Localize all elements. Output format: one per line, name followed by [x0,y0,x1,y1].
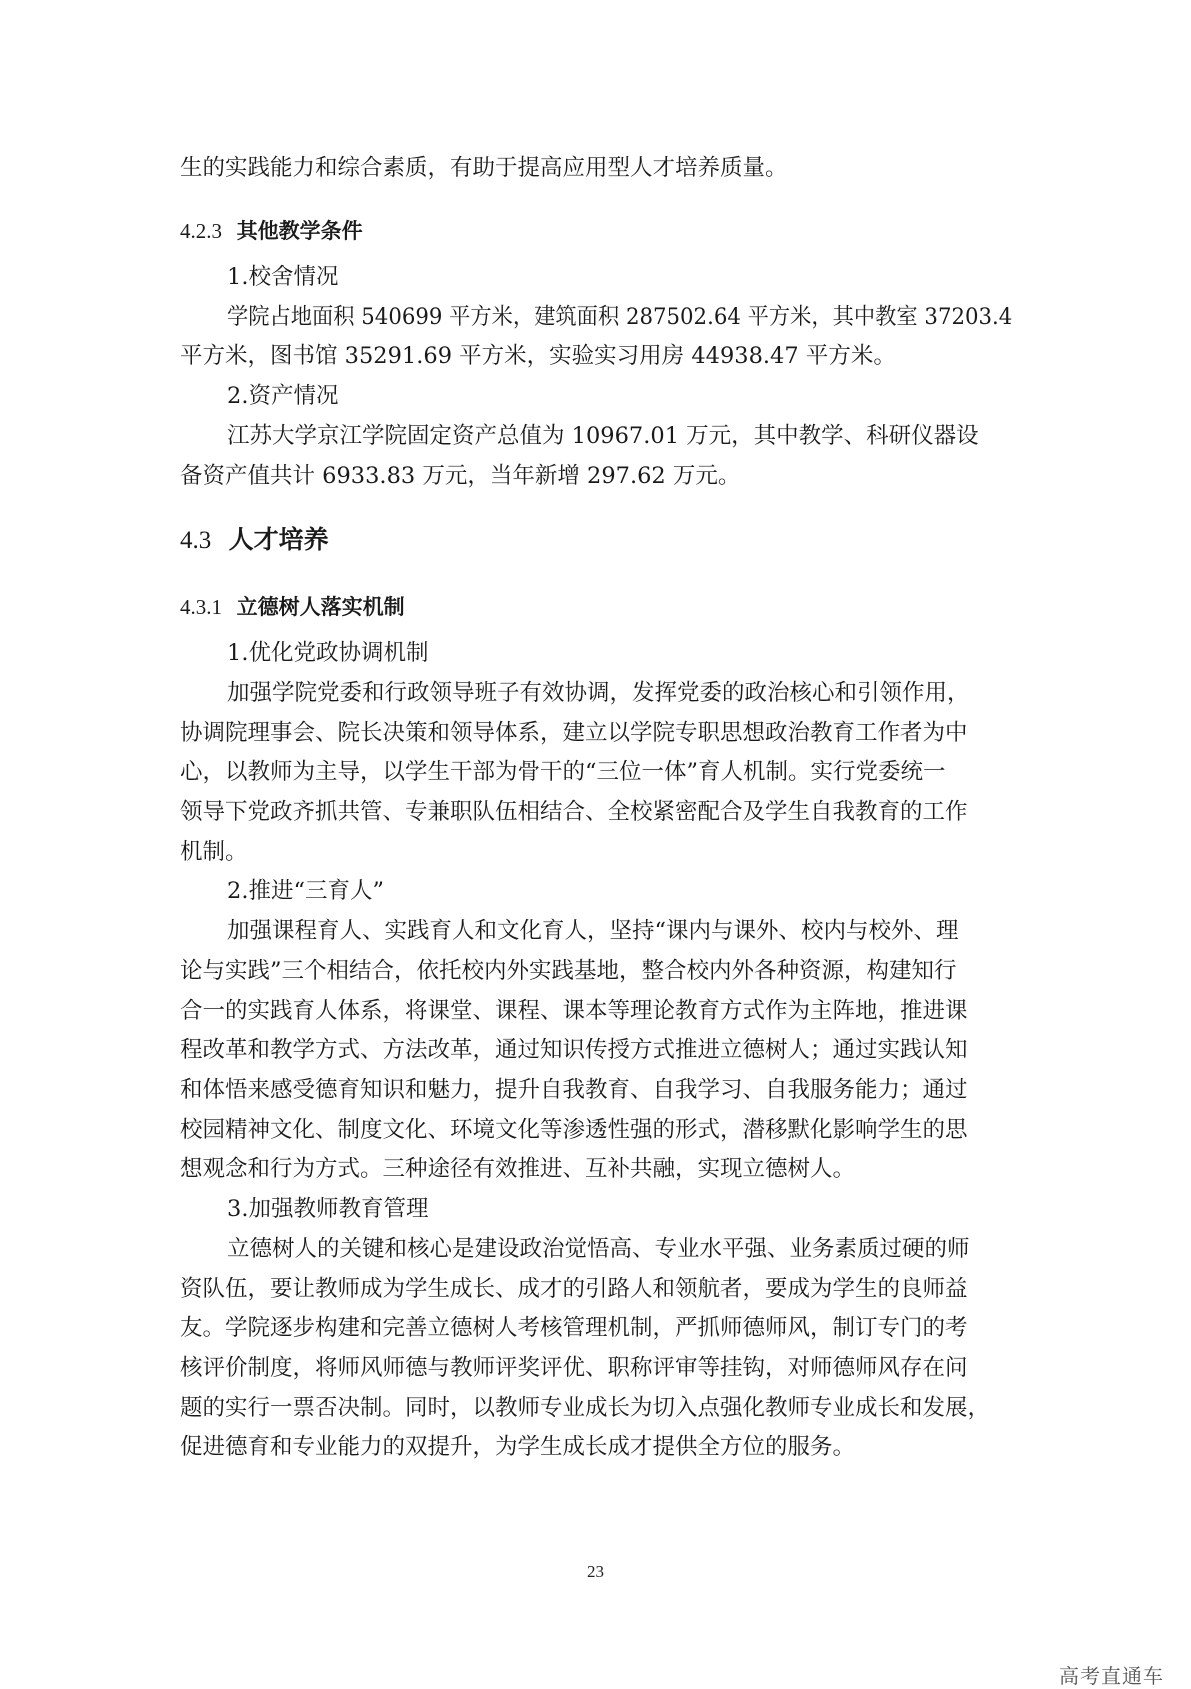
paragraph-line: 心，以教师为主导，以学生干部为骨干的“三位一体”育人机制。实行党委统一 [180,759,946,785]
section-title: 人才培养 [228,525,329,554]
subheading: 1.优化党政协调机制 [227,640,429,666]
paragraph-line: 机制。 [180,839,248,865]
paragraph-line: 题的实行一票否决制。同时，以教师专业成长为切入点强化教师专业成长和发展， [180,1395,991,1421]
paragraph-line: 合一的实践育人体系，将课堂、课程、课本等理论教育方式作为主阵地，推进课 [180,998,968,1024]
paragraph-line: 平方米，图书馆 35291.69 平方米，实验实习用房 44938.47 平方米。 [180,343,896,369]
paragraph-line: 备资产值共计 6933.83 万元，当年新增 297.62 万元。 [180,463,741,489]
paragraph-line: 促进德育和专业能力的双提升，为学生成长成才提供全方位的服务。 [180,1434,856,1460]
paragraph-line: 学院占地面积 540699 平方米，建筑面积 287502.64 平方米，其中教室 37203.4 [227,304,1013,330]
paragraph-line: 校园精神文化、制度文化、环境文化等渗透性强的形式，潜移默化影响学生的思 [180,1117,968,1143]
paragraph-line: 核评价制度，将师风师德与教师评奖评优、职称评审等挂钩，对师德师风存在问 [180,1355,968,1381]
section-heading-4-2-3 [180,216,363,246]
section-number: 4.3 [180,527,212,554]
section-heading-4-3-1 [180,592,405,622]
paragraph-line: 生的实践能力和综合素质，有助于提高应用型人才培养质量。 [180,155,788,181]
subheading: 3.加强教师教育管理 [227,1196,429,1222]
paragraph-line: 想观念和行为方式。三种途径有效推进、互补共融，实现立德树人。 [180,1156,856,1182]
paragraph-line: 程改革和教学方式、方法改革，通过知识传授方式推进立德树人；通过实践认知 [180,1037,968,1063]
section-heading-4-3 [180,523,329,558]
paragraph-line: 和体悟来感受德育知识和魅力，提升自我教育、自我学习、自我服务能力；通过 [180,1077,968,1103]
paragraph-line: 论与实践”三个相结合，依托校内外实践基地，整合校内外各种资源，构建知行 [180,958,957,984]
paragraph-line: 加强课程育人、实践育人和文化育人，坚持“课内与课外、校内与校外、理 [227,918,959,944]
section-title: 立德树人落实机制 [236,595,405,619]
section-number: 4.3.1 [180,595,222,619]
paragraph-line: 友。学院逐步构建和完善立德树人考核管理机制，严抓师德师风，制订专门的考 [180,1315,968,1341]
paragraph-line: 资队伍，要让教师成为学生成长、成才的引路人和领航者，要成为学生的良师益 [180,1276,968,1302]
paragraph-line: 加强学院党委和行政领导班子有效协调，发挥党委的政治核心和引领作用， [227,680,970,706]
paragraph-line: 协调院理事会、院长决策和领导体系，建立以学院专职思想政治教育工作者为中 [180,720,968,746]
section-number: 4.2.3 [180,219,222,243]
paragraph-line: 领导下党政齐抓共管、专兼职队伍相结合、全校紧密配合及学生自我教育的工作 [180,799,968,825]
paragraph-line: 江苏大学京江学院固定资产总值为 10967.01 万元，其中教学、科研仪器设 [227,423,979,449]
page-number: 23 [587,1562,604,1581]
section-title: 其他教学条件 [236,219,363,243]
subheading: 1.校舍情况 [227,264,339,290]
paragraph-line: 立德树人的关键和核心是建设政治觉悟高、专业水平强、业务素质过硬的师 [227,1236,970,1262]
subheading: 2.推进“三育人” [227,878,384,904]
subheading: 2.资产情况 [227,383,339,409]
watermark-text: 高考直通车 [1059,1664,1164,1688]
